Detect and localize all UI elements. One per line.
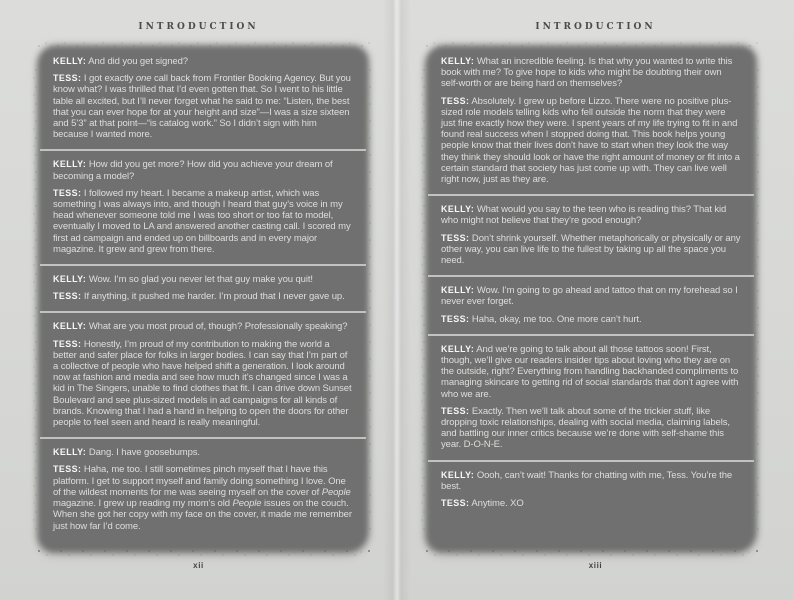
utterance-text: Oooh, can’t wait! Thanks for chatting with me, Tess. You’re the best. [441,469,733,492]
spray-texture-left [32,66,40,536]
utterance-text: Wow. I’m going to go ahead and tattoo that on my forehead so I never ever forget. [441,285,738,308]
dialogue-section [40,439,366,540]
speaker-label: KELLY: [53,159,87,170]
speaker-label: KELLY: [53,447,87,458]
utterance-text: Haha, me too. I still sometimes pinch myself that I have this platform. I get to support myself and family doing something I love. One of the wildest moments for me was seeing myself on the cover of People magazine. I grew up reading my mom’s old People issues on the couch. When she got her copy with my face on the cover, it made me remember just how far I’d come. [53,464,352,532]
page-number: xii [193,561,204,570]
dialogue-turn [441,498,741,509]
utterance-text: I followed my heart. I became a makeup artist, which was something I was always into, and though I heard that guy’s voice in my head whenever someone told me I was too short or too fat to model, eventually I moved to LA and answered another casting call. I scored my first ad campaign and ended up on billboards and in every major magazine. It grew and grew from there. [53,187,351,255]
utterance-text: Honestly, I’m proud of my contribution to making the world a better and safer place for folks in larger bodies. I can say that I’m part of a collective of people who have helped shift a generation. I look around now at fashion and media and see how much it’s changed since I was a kid in The Singers, unable to find clothes that fit. I can drive down Sunset Boulevard and see plus-sized models in ad campaigns for all kinds of brands. Knowing that I had a hand in helping to open the doors for other people to feel seen and heard is really meaningful. [53,338,352,429]
speaker-label: KELLY: [441,343,475,354]
running-head: INTRODUCTION [535,22,656,32]
dialogue-turn [441,233,741,267]
page-number: xiii [588,561,603,570]
speaker-label: KELLY: [441,469,475,480]
dialogue-turn [53,73,353,140]
interview-panel [40,48,366,550]
speaker-label: TESS: [53,73,82,84]
dialogue-turn [441,470,741,492]
utterance-text: I got exactly one call back from Frontier Booking Agency. But you know what? I was thrilled that I’d even gotten that. So I went to his little table all excited, but I’ll never forget what he said to me: “Listen, the best that you can ever hope for at your height and size”—I was a size sixteen and 5’3” at that point—“is catalog work.” So I didn’t sign with him because I wanted more. [53,73,351,141]
utterance-text: What an incredible feeling. Is that why you wanted to write this book with me? To give hope to kids who might be doubting their own self-worth or are being hard on themselves? [441,56,733,90]
dialogue-turn [53,188,353,255]
utterance-text: Exactly. Then we’ll talk about some of the trickier stuff, like dropping toxic relationships, dealing with social media, claiming labels, and battling our inner critics because we’re done with self-shame this year. D-O-N-E. [441,405,730,451]
dialogue-sections [40,48,366,550]
dialogue-turn [53,56,353,67]
dialogue-turn [53,447,353,458]
utterance-text: Dang. I have goosebumps. [86,447,200,459]
dialogue-section [40,48,366,151]
running-head: INTRODUCTION [138,22,259,32]
dialogue-turn [53,291,353,302]
utterance-text: Absolutely. I grew up before Lizzo. There were no positive plus-sized role models telling kids who fell outside the norm that they were just fine exactly how they were. I spent years of my life trying to fit in and found real success when I stopped doing that. This book helps young people know that their lives don’t have to start when they look the way they think they should look or have the right amount of money or fit into a certain standard that society has just come up with. They can live well right now, just as they are. [441,95,740,186]
utterance-text: How did you get more? How did you achieve your dream of becoming a model? [53,159,333,182]
dialogue-section [40,151,366,266]
utterance-text: Anytime. XO [469,498,524,510]
interview-panel [428,48,754,550]
utterance-text: What are you most proud of, though? Professionally speaking? [86,321,348,333]
speaker-label: KELLY: [441,204,475,215]
utterance-text: And we’re going to talk about all those tattoos soon! First, though, we’ll give our readers insider tips about loving who they are on the outside, right? Everything from handling backhanded compliments to managing skincare to getting rid of social standards that don’t agree with who we are. [441,343,739,400]
dialogue-turn [441,406,741,451]
dialogue-turn [53,159,353,181]
dialogue-section [428,196,754,277]
dialogue-turn [441,56,741,90]
dialogue-turn [53,274,353,285]
speaker-label: TESS: [441,95,470,106]
speaker-label: TESS: [53,187,82,198]
spray-texture-left [420,66,428,536]
speaker-label: KELLY: [441,285,475,296]
dialogue-turn [441,285,741,307]
speaker-label: TESS: [441,313,470,324]
speaker-label: TESS: [53,291,82,302]
utterance-text: What would you say to the teen who is reading this? That kid who might not believe that they’re good enough? [441,204,727,227]
dialogue-section [40,313,366,439]
utterance-text: And did you get signed? [86,56,188,67]
dialogue-turn [441,96,741,186]
dialogue-turn [53,464,353,531]
dialogue-turn [441,314,741,325]
speaker-label: KELLY: [441,56,475,66]
dialogue-sections [428,48,754,550]
speaker-label: TESS: [441,232,470,243]
utterance-text: Wow. I’m so glad you never let that guy make you quit! [86,274,313,286]
dialogue-turn [53,339,353,429]
utterance-text: Haha, okay, me too. One more can’t hurt. [469,313,642,325]
spray-texture-right [366,66,374,536]
speaker-label: TESS: [53,338,82,349]
speaker-label: KELLY: [53,274,87,285]
utterance-text: Don’t shrink yourself. Whether metaphorically or physically or any other way, you can live life to the fullest by taking up all the space you need. [441,232,741,267]
spray-texture-right [754,66,762,536]
speaker-label: KELLY: [53,321,87,332]
dialogue-section [428,48,754,196]
dialogue-section [428,277,754,336]
speaker-label: KELLY: [53,56,87,66]
page-right [397,0,794,600]
dialogue-section [40,266,366,313]
dialogue-section [428,462,754,519]
dialogue-section [428,336,754,462]
speaker-label: TESS: [53,464,82,475]
speaker-label: TESS: [441,405,470,416]
dialogue-turn [441,204,741,226]
speaker-label: TESS: [441,498,470,509]
dialogue-turn [53,321,353,332]
dialogue-turn [441,344,741,400]
utterance-text: If anything, it pushed me harder. I’m proud that I never gave up. [81,291,345,303]
